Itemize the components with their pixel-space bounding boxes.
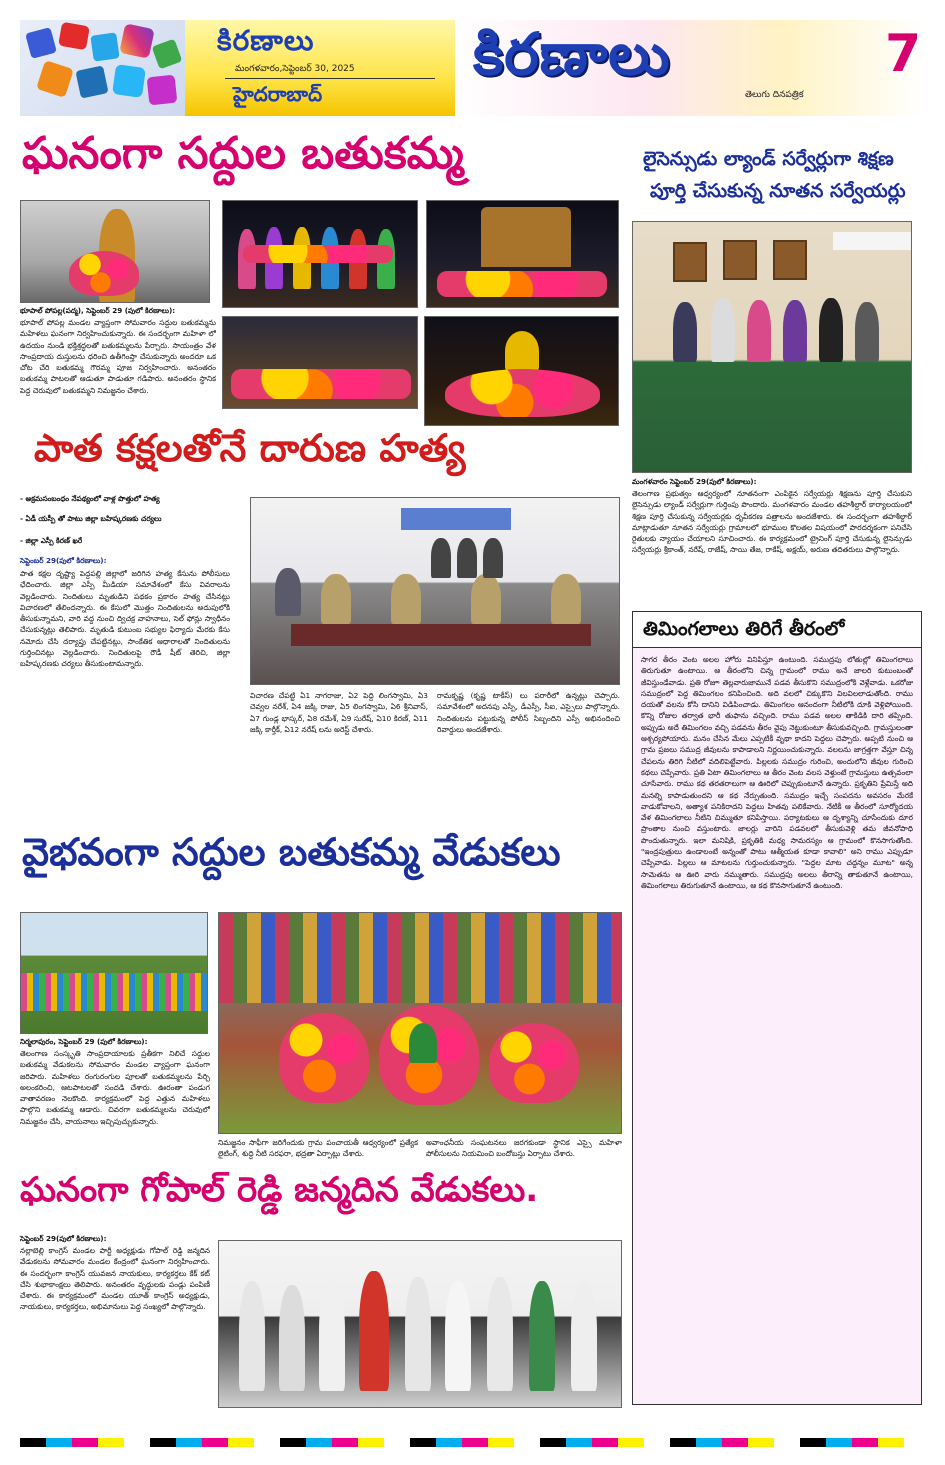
issue-date: మంగళవారం,సెప్టెంబర్ 30, 2025 [235,64,355,74]
small-logo: కిరణాలు [217,24,315,57]
story2-headline: లైసెన్సుడు ల్యాండ్ సర్వేర్లుగా శిక్షణ [643,148,894,170]
share-icon [152,39,183,70]
chat-icon [112,64,146,98]
divider-line [225,78,435,79]
story3-caption-left: విచారణ చేపట్టి ఏ1 నాగరాజు, ఏ2 పెద్ది లింగస్వామి, ఏ3 చెవ్వల నరేశ్, ఏ4 జక్కి రాజు, ఏ5 లింగస్వామి, ఏ6 శ్రీనివాస్, ఏ7 గుండ్ల భాస్కర్, ఏ8 రమేశ్, ఏ9 సురేష్, ఏ10 కిరణ్, ఏ11 జక్కి కార్తీక్, ఏ12 నరేష్ లను అరెస్ట్ చేశారు. [250,691,428,734]
story1-body: భూపాల్ పోపల్ల మండల వ్యాప్తంగా సోమవారం సద్దుల బతుకమ్మను మహిళలు ఘనంగా నిర్వహించుకున్నారు. ఈ సందర్భంగా మహిళా లో ఉదయం నుండి భక్తిశ్రద్ధలతో బతుకమ్మలను పేర్చారు. సాయంత్రం వేళ సాంప్రదాయ దుస్తులను ధరించి ఉతీగింప్తా చేసుకున్నారు అందరూ ఒక చోట చేరి బతుకమ్మ గౌరమ్మ పూజ నిర్వహించారు. అనంతరం బతుకమ్మ పాటలతో ఆడుతూ పాడుతూ గడిపారు. అనంతరం స్థానిక పెద్ద చెరువులో బతుకమ్మని నిమజ్జనం చేశారు. [20,318,216,395]
story1-photo-woman [20,200,210,303]
page-number: 7 [885,24,922,84]
story5-headline: వైభవంగా సద్దుల బతుకమ్మ వేడుకలు [22,830,561,874]
story4-headline-box [633,612,921,648]
story1-dateline: భూపాల్ పోపల్ల(పద్మ), సెప్టెంబర్ 29 (పులో కిరణాలు): [20,306,176,315]
story2-headline-line2: పూర్తి చేసుకున్న నూతన సర్వేయర్లు [650,180,906,202]
story2-body: తెలంగాణ ప్రభుత్వం ఆధ్వర్యంలో నూతనంగా ఎంపికైన సర్వేయర్లు శిక్షణను పూర్తి చేసుకుని లైసెన్సుడు ల్యాండ్ సర్వేర్లుగా గుర్తింపు పొందారు. మంగళవారం మండల తహశీల్దార్ కార్యాలయంలో శిక్షణ పూర్తి చేసుకున్న సర్వేయర్లకు ధృవీకరణ పత్రాలను అందజేశారు. ఈ సందర్భంగా తహశీల్దార్ మాట్లాడుతూ నూతన సర్వేయర్లు గ్రామాలలో భూముల కొలతల విషయంలో పారదర్శకంగా పనిచేసి రైతులకు న్యాయం చేయాలని సూచించారు. ఈ కార్యక్రమంలో ట్రైనింగ్ పూర్తి చేసుకున్న లైసెన్సుడు సర్వేయర్లు శ్రీకాంత్, నరేష్, రాజేష్, సాయి తేజ, రాకేష్, అక్షయ్, అరుణ తదితరులు పాల్గొన్నారు. [632,489,912,555]
story5-dateline: నిర్మలాపురం, సెప్టెంబర్ 29 (పులో కిరణాలు): [20,1037,148,1046]
story6-headline: ఘనంగా గోపాల్ రెడ్డి జన్మదిన వేడుకలు. [20,1170,539,1210]
social-media-collage-image [20,20,185,116]
city-name: హైదరాబాద్ [233,82,323,106]
story6-photo-birthday [218,1240,622,1408]
big-logo: కిరణాలు [473,20,671,88]
story3-bullet-2: - ఏడీ యస్పీ తో పాటు జిల్లా బహిష్కరణకు చర్యలు [20,514,162,523]
story3-body: పాత కక్షల దృష్ట్యా పెద్దపల్లి జిల్లాలో జరిగిన హత్య కేసును పోలీసులు ఛేదించారు. జిల్లా ఎస్పీ మీడియా సమావేశంలో కేసు వివరాలను వెల్లడించారు. నిందితులు మృతుడిని పథకం ప్రకారం హత్య చేసినట్లు విచారణలో తేలిందన్నారు. ఈ కేసులో మొత్తం నిందితులను అదుపులోకి తీసుకున్నామని, వారి వద్ద నుంచి ద్విచక్ర వాహనాలు, సెల్ ఫోన్లు స్వాధీనం చేసుకున్నట్లు తెలిపారు. మృతుడి కుటుంబ సభ్యుల ఫిర్యాదు మేరకు కేసు నమోదు చేసి దర్యాప్తు చేపట్టినట్లు, సాంకేతిక ఆధారాలతో నిందితులను గుర్తించినట్లు వెల్లడించారు. నిందితులపై రౌడీ షీట్ తెరిచి, జిల్లా బహిష్కరణకు చర్యలు తీసుకుంటామన్నారు. [20,569,230,669]
masthead-logo-area [455,20,925,116]
story1-photo-gowri-idol [424,316,619,426]
story3-photo-press-meet [250,497,620,685]
story3-bullet-3: - జిల్లా ఎస్పీ కిరణ్ ఖరే [20,536,83,545]
story1-photo-group-night [222,200,418,308]
instagram-icon [119,23,155,59]
story1-headline: ఘనంగా సద్దుల బతుకమ్మ [22,128,464,179]
story5-caption-left: నిమజ్జనం సాఫీగా జరిగేందుకు గ్రామ పంచాయతీ ఆధ్వర్యంలో ప్రత్యేక లైటింగ్, శుద్ధి నీటి సరఫరా, భద్రతా ఏర్పాట్లు చేశారు. [218,1138,418,1159]
rss-icon [36,60,74,98]
story4-headline: తిమింగలాలు తిరిగే తీరంలో [643,618,845,640]
story3-bullet-1: - అక్రమసంబంధం నేపథ్యంలో వాళ్ల పొత్తులో హత్య [20,494,160,503]
story1-photo-temple-night [426,200,619,308]
facebook-icon [25,27,57,59]
twitter-icon [90,32,119,61]
story3-headline: పాత కక్షలతోనే దారుణ హత్య [34,426,466,470]
story5-photo-field [20,912,208,1034]
story4-body: సాగర తీరం వెంట అలల హోరు వినిపిస్తూ ఉంటుంది. సముద్రపు లోతుల్లో తిమింగలాలు తిరుగుతూ ఉంటాయి. ఆ తీరంలోని చిన్న గ్రామంలో రాము అనే జాలరి కుటుంబంతో జీవిస్తుండేవాడు. ప్రతి రోజూ తెల్లవారుజామునే పడవ తీసుకొని సముద్రంలోకి వెళ్లేవాడు. ఒకరోజు సముద్రంలో పెద్ద తిమింగలం కనిపించింది. అది వలలో చిక్కుకొని విలవిలలాడుతోంది. రాము దయతో వలను కోసి దానిని విడిపించాడు. తిమింగలం ఆనందంగా నీటిలోకి దూకి వెళ్లిపోయింది. కొన్ని రోజుల తర్వాత భారీ తుఫాను వచ్చింది. రాము పడవ అలల తాకిడికి దారి తప్పింది. అప్పుడు అదే తిమింగలం వచ్చి పడవను తీరం వైపు నెట్టుకుంటూ తీసుకువచ్చింది. గ్రామస్తులంతా ఆశ్చర్యపోయారు. మనం చేసిన మేలు ఎప్పటికీ వృథా కాదని పెద్దలు చెప్పారు. అప్పటి నుంచి ఆ గ్రామ ప్రజలు సముద్ర జీవులను కాపాడాలని నిర్ణయించుకున్నారు. వలలను జాగ్రత్తగా వేస్తూ చిన్న చేపలను తిరిగి నీటిలో వదిలిపెట్టేవారు. పిల్లలకు సముద్రం గురించి, అందులోని జీవుల గురించి కథలు చెప్పేవారు. ప్రతి ఏటా తిమింగలాలు ఆ తీరం వెంట వలస వెళ్తుంటే గ్రామస్తులు ఉత్సవంలా చూసేవారు. రాము కథ తరతరాలుగా ఆ ఊరిలో చెప్పుకుంటూనే ఉన్నారు. ప్రకృతిని ప్రేమిస్తే అది మనల్ని కాపాడుతుందని ఆ కథ నేర్పుతుంది. సముద్రం ఇచ్చే సంపదను అవసరం మేరకే వాడుకోవాలని, అత్యాశ పనికిరాదని పెద్దలు హితవు పలికేవారు. నేటికీ ఆ తీరంలో సూర్యోదయ వేళ తిమింగలాలు నీటిని చిమ్ముతూ కనిపిస్తాయి. పర్యాటకులు ఆ దృశ్యాన్ని చూసేందుకు దూర ప్రాంతాల నుంచి వస్తుంటారు. జాలర్లు వారిని పడవలలో తీసుకువెళ్లి తమ జీవనోపాధి పొందుతున్నారు. ఇలా మనిషికి, ప్రకృతికి మధ్య సామరస్యం ఆ గ్రామంలో కొనసాగుతోంది. "ఇంద్రపుత్రులు ఉండాలంటే అన్నంతో పాటు ఆత్మీయత కూడా కావాలి" అని రాము ఎప్పుడూ చెప్పేవాడు. పిల్లలు ఆ మాటలను గుర్తుంచుకున్నారు. "పెద్దల మాట చద్దన్నం మూట" అన్న సామెతను ఆ ఊరి వారు నమ్ముతారు. సముద్రపు అలలు తీరాన్ని తాకుతూనే ఉంటాయి, తిమింగలాలు తిరుగుతూనే ఉంటాయి, ఆ కథ కొనసాగుతూనే ఉంటుంది. [641,655,913,890]
story5-photo-bathukamma-crowd [218,912,622,1134]
masthead [20,20,925,116]
story4-box [632,611,922,1405]
masthead-date-band [185,20,455,116]
story5-body: తెలంగాణ సంస్కృతి సాంప్రదాయాలకు ప్రతీకగా నిలిచే సద్దుల బతుకమ్మ వేడుకలను సోమవారం మండల వ్యాప్తంగా ఘనంగా జరిపారు. మహిళలు రంగురంగుల పూలతో బతుకమ్మలను పేర్చి అలంకరించి, ఆటపాటలతో సందడి చేశారు. ఊరంతా పండుగ వాతావరణం నెలకొంది. కార్యక్రమంలో పెద్ద ఎత్తున మహిళలు పాల్గొని బతుకమ్మ ఆడారు. చివరగా బతుకమ్మలను చెరువులో నిమజ్జనం చేసి, వాయనాలు ఇచ్చిపుచ్చుకున్నారు. [20,1049,210,1126]
linkedin-icon [75,65,108,98]
mail-icon [147,75,178,106]
color-registration-strip [20,1438,925,1447]
story2-dateline: మంగళవారం సెప్టెంబర్ 29(పులో కిరణాలు): [632,477,757,486]
youtube-icon [58,22,90,50]
story2-photo-surveyors [632,221,912,473]
story6-body: నల్లాబెల్లి కాంగ్రెస్ మండల పార్టీ అధ్యక్షుడు గోపాల్ రెడ్డి జన్మదిన వేడుకలను సోమవారం మండల కేంద్రంలో ఘనంగా నిర్వహించారు. ఈ సందర్భంగా కాంగ్రెస్ యువజన నాయకులు, కార్యకర్తలు కేక్ కట్ చేసి శుభాకాంక్షలు తెలిపారు. అనంతరం వృద్ధులకు పండ్లు పంపిణీ చేశారు. ఈ కార్యక్రమంలో మండల యూత్ కాంగ్రెస్ అధ్యక్షుడు, నాయకులు, కార్యకర్తలు, అభిమానులు పెద్ద సంఖ్యలో పాల్గొన్నారు. [20,1246,210,1312]
tagline: తెలుగు దినపత్రిక [745,90,804,100]
story3-caption-right: రామకృష్ణ (కృష్ణ టాకీస్) లు పరారీలో ఉన్నట్లు చెప్పారు. సమావేశంలో అదనపు ఎస్పీ, డీఎస్పీ, సీఐ, ఎస్సైలు పాల్గొన్నారు. నిందితులను పట్టుకున్న పోలీస్ సిబ్బందిని ఎస్పీ అభినందించి రివార్డులు అందజేశారు. [437,691,620,734]
story6-dateline: సెప్టెంబర్ 29(పులో కిరణాలు): [20,1234,107,1243]
story3-dateline: సెప్టెంబర్ 29(పులో కిరణాలు): [20,556,107,565]
story5-caption-right: అవాంఛనీయ సంఘటనలు జరగకుండా స్థానిక ఎస్సై మహిళా పోలీసులను నియమించి బందోబస్తు ఏర్పాటు చేశారు. [426,1138,622,1159]
story1-photo-women-evening [222,316,418,409]
